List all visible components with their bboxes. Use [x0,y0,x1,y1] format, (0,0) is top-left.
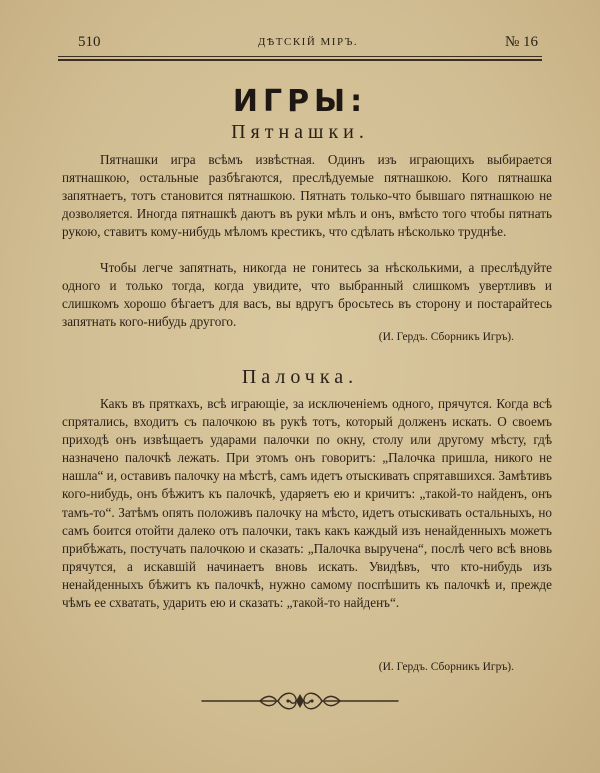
header-rule-thick [58,59,542,61]
stick-source: (И. Гердъ. Сборникъ Игръ). [378,661,514,673]
tag-source: (И. Гердъ. Сборникъ Игръ). [378,331,514,343]
stick-paragraph-1: Какъ въ пряткахъ, всѣ играющіе, за исключеніемъ одного, прячутся. Когда всѣ спрятались, входитъ съ палочкою въ рукѣ тотъ, который долженъ искать. О своемъ приходѣ онъ извѣщаетъ ударами палочки по окну, столу или другому мѣсту, гдѣ назначено палочкѣ лежать. При этомъ онъ говоритъ: „Палочка пришла, никого не нашла“ и, оставивъ палочку на мѣстѣ, самъ идетъ отыскивать спрятавшихся. Замѣтивъ кого-нибудь, онъ бѣжитъ къ палочкѣ, ударяетъ ею и кричитъ: „такой-то найденъ, онъ тамъ-то“. Затѣмъ опять положивъ палочку на мѣсто, идетъ отыскивать остальныхъ, но самъ боится отойти далеко отъ палочки, такъ какъ каждый изъ ненайденныхъ можетъ прибѣжать, постучать палочкою и сказать: „Палочка выручена“, послѣ чего всѣ вновь прячутся, а искавшій начинаетъ вновь искать. Увидѣвъ, что кто-нибудь изъ ненайденныхъ бѣжитъ къ палочкѣ, нужно самому поспѣшить къ палочкѣ и, прежде чѣмъ ее схватать, ударить ею и сказать: „такой-то найденъ“. [62,396,552,611]
issue-number: № 16 [504,34,538,50]
tag-paragraph-1: Пятнашки игра всѣмъ извѣстная. Одинъ изъ играющихъ выбирается пятнашкою, остальные разбѣгаются, преслѣдуемые пятнашкою. Кого пятнашка запятнаетъ, тотъ становится пятнашкою. Пятнать только-что бывшаго пятнашкою не дозволяется. Иногда пятнашкѣ даютъ въ руки мѣлъ и онъ, вмѣсто того чтобы пятнать рукою, ставитъ кому-нибудь мѣломъ крестикъ, что сдѣлать нѣсколько труднѣе. [62,152,552,240]
tag-paragraph-2: Чтобы легче запятнать, никогда не гонитесь за нѣсколькими, а преслѣдуйте одного и только тогда, когда увидите, что выбранный слишкомъ увертливъ и слишкомъ хорошо бѣгаетъ для васъ, вы вдругъ бросьтесь въ сторону и постарайтесь запятнать кого-нибудь другого. [62,260,552,330]
section-title-tag: Пятнашки. [231,121,369,143]
running-header [78,34,538,56]
ornament-divider [200,688,400,714]
page-number: 510 [78,34,101,50]
journal-title: ДѢТСКІЙ МІРЪ. [257,36,359,48]
header-rule-thin [58,56,542,57]
main-title: ИГРЫ: [232,84,368,119]
section-title-stick: Палочка. [241,366,359,388]
